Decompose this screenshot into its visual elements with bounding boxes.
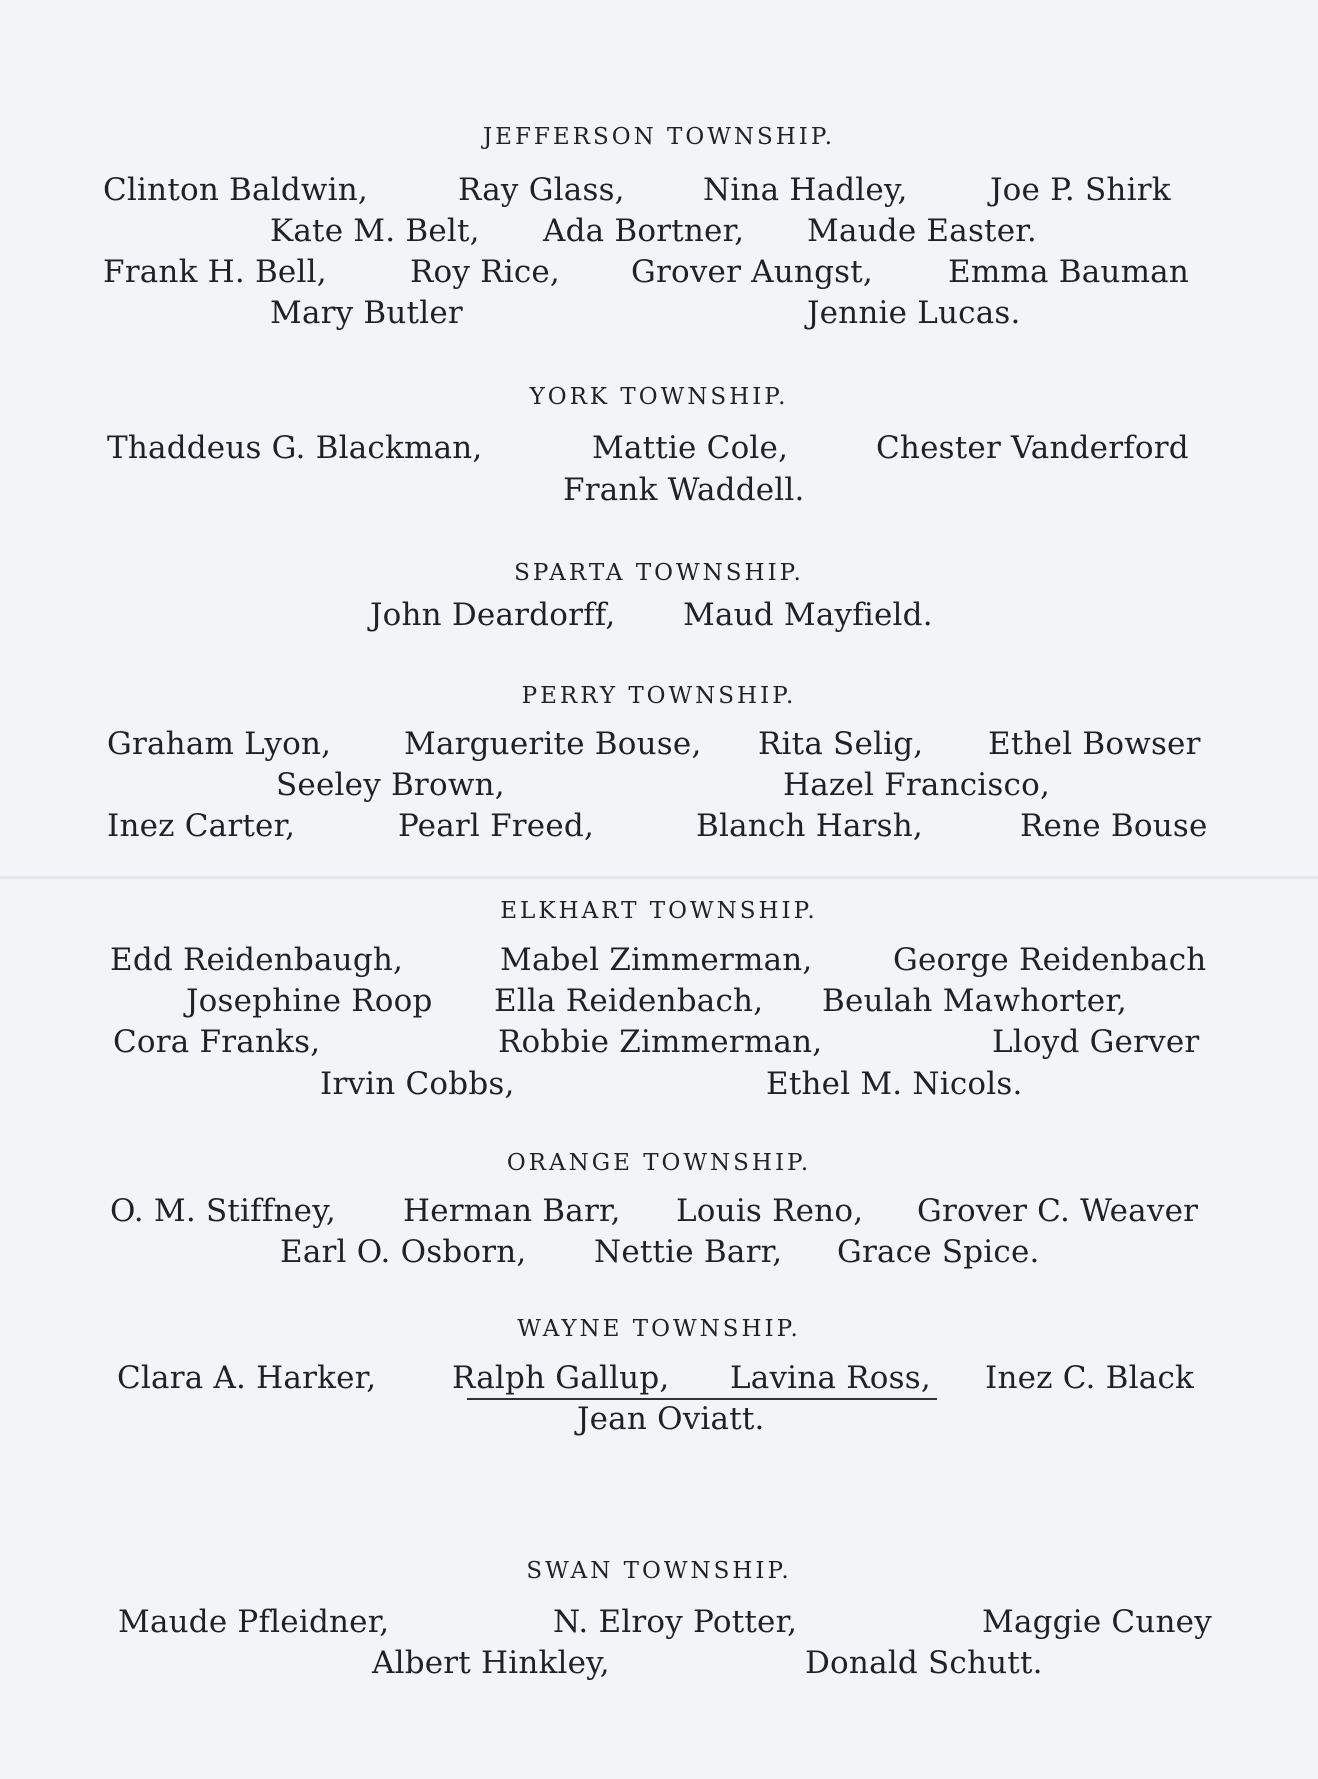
name-entry: Cora Franks,	[113, 1024, 321, 1060]
name-entry: Ethel Bowser	[988, 726, 1201, 762]
name-entry: N. Elroy Potter,	[553, 1604, 798, 1640]
name-entry: Maude Pfleidner,	[118, 1604, 390, 1640]
name-entry: Thaddeus G. Blackman,	[107, 430, 483, 466]
section-heading-sparta: SPARTA TOWNSHIP.	[514, 560, 804, 586]
name-entry: Nina Hadley,	[703, 172, 908, 208]
divider-rule	[467, 1398, 937, 1400]
name-entry: Lloyd Gerver	[992, 1024, 1200, 1060]
name-entry: Frank H. Bell,	[103, 254, 327, 290]
name-entry: Emma Bauman	[948, 254, 1190, 290]
name-entry: Roy Rice,	[410, 254, 560, 290]
name-entry: Hazel Francisco,	[783, 767, 1051, 803]
name-entry: Robbie Zimmerman,	[498, 1024, 823, 1060]
name-entry: Joe P. Shirk	[990, 172, 1171, 208]
name-entry: Jean Oviatt.	[577, 1401, 765, 1437]
name-entry: Inez Carter,	[107, 808, 296, 844]
name-entry: George Reidenbach	[893, 942, 1207, 978]
name-entry: Earl O. Osborn,	[280, 1234, 527, 1270]
section-heading-jefferson: JEFFERSON TOWNSHIP.	[482, 124, 836, 150]
section-heading-york: YORK TOWNSHIP.	[529, 384, 789, 410]
name-entry: Clara A. Harker,	[117, 1360, 377, 1396]
name-entry: Frank Waddell.	[563, 472, 805, 508]
name-entry: Rita Selig,	[758, 726, 924, 762]
name-entry: Nettie Barr,	[594, 1234, 783, 1270]
name-entry: Ethel M. Nicols.	[766, 1066, 1023, 1102]
name-entry: Mabel Zimmerman,	[500, 942, 813, 978]
name-entry: Beulah Mawhorter,	[822, 983, 1127, 1019]
name-entry: Chester Vanderford	[876, 430, 1189, 466]
name-entry: Graham Lyon,	[107, 726, 332, 762]
name-entry: Maggie Cuney	[982, 1604, 1212, 1640]
name-entry: Irvin Cobbs,	[320, 1066, 515, 1102]
name-entry: Josephine Roop	[186, 983, 433, 1019]
name-entry: Donald Schutt.	[805, 1645, 1043, 1681]
name-entry: Grover C. Weaver	[917, 1193, 1199, 1229]
name-entry: Kate M. Belt,	[270, 213, 480, 249]
paper-fold	[0, 876, 1318, 879]
name-entry: O. M. Stiffney,	[110, 1193, 336, 1229]
name-entry: Mary Butler	[270, 295, 463, 331]
name-entry: Albert Hinkley,	[372, 1645, 610, 1681]
name-entry: Herman Barr,	[403, 1193, 621, 1229]
section-heading-wayne: WAYNE TOWNSHIP.	[517, 1316, 801, 1342]
section-heading-perry: PERRY TOWNSHIP.	[521, 683, 797, 709]
section-heading-swan: SWAN TOWNSHIP.	[526, 1558, 792, 1584]
name-entry: Inez C. Black	[985, 1360, 1194, 1396]
name-entry: Ella Reidenbach,	[494, 983, 764, 1019]
name-entry: Lavina Ross,	[730, 1360, 931, 1396]
name-entry: Ada Bortner,	[543, 213, 745, 249]
name-entry: Grover Aungst,	[631, 254, 873, 290]
name-entry: Ray Glass,	[458, 172, 625, 208]
section-heading-orange: ORANGE TOWNSHIP.	[506, 1150, 812, 1176]
name-entry: Ralph Gallup,	[452, 1360, 670, 1396]
name-entry: Pearl Freed,	[398, 808, 594, 844]
name-entry: Louis Reno,	[676, 1193, 864, 1229]
name-entry: Marguerite Bouse,	[404, 726, 702, 762]
name-entry: Seeley Brown,	[276, 767, 505, 803]
name-entry: John Deardorff,	[370, 597, 616, 633]
name-entry: Clinton Baldwin,	[103, 172, 368, 208]
name-entry: Maude Easter.	[807, 213, 1037, 249]
name-entry: Maud Mayfield.	[683, 597, 933, 633]
name-entry: Jennie Lucas.	[807, 295, 1021, 331]
name-entry: Mattie Cole,	[592, 430, 789, 466]
name-entry: Grace Spice.	[837, 1234, 1040, 1270]
name-entry: Edd Reidenbaugh,	[110, 942, 404, 978]
name-entry: Rene Bouse	[1020, 808, 1208, 844]
section-heading-elkhart: ELKHART TOWNSHIP.	[500, 898, 818, 924]
name-entry: Blanch Harsh,	[696, 808, 923, 844]
